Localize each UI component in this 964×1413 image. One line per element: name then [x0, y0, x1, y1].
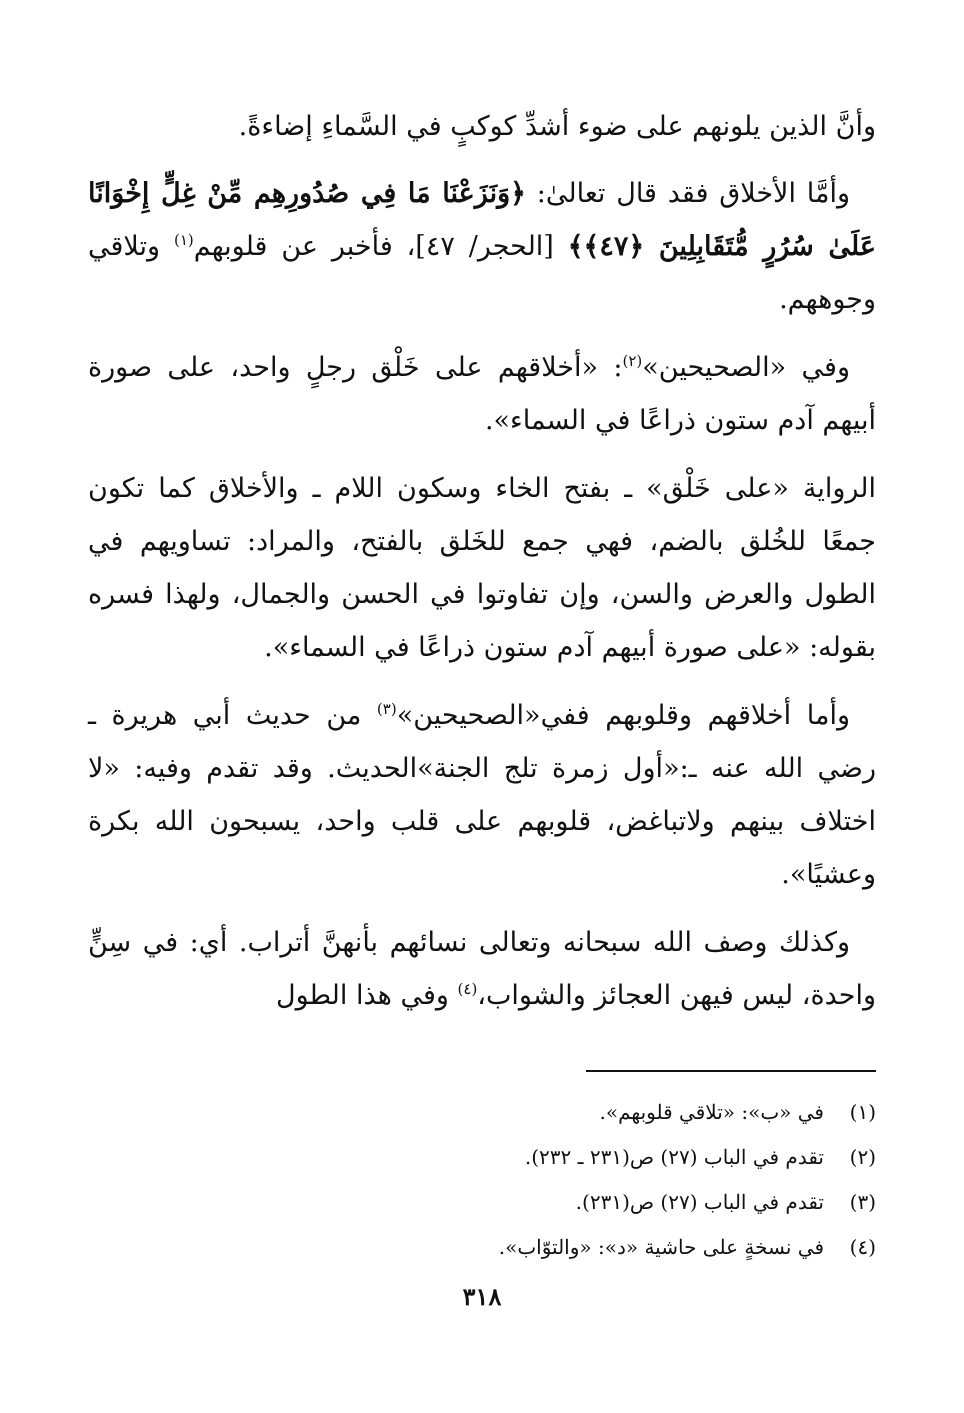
paragraph-3-tail: : «أخلاقهم على خَلْق رجلٍ واحد، على صورة أبيهم آدم ستون ذراعًا في السماء».: [88, 352, 876, 436]
quran-verse: ﴿وَنَزَعْنَا مَا فِي صُدُورِهِم مِّنْ غِلٍّ إِخْوَانًا عَلَىٰ سُرُرٍ مُّتَقَابِلِينَ ﴿٤٧﴾﴾: [88, 178, 877, 262]
footnote-text: في «ب»: «تلاقي قلوبهم».: [599, 1100, 824, 1124]
footnotes-list: [88, 1090, 876, 1270]
paragraph-1: [88, 100, 876, 153]
paragraph-2: [88, 167, 876, 326]
footnote-divider: [586, 1070, 876, 1072]
paragraph-5-lead: وأما أخلاقهم وقلوبهم ففي«الصحيحين»: [396, 700, 850, 731]
footnote-item: [88, 1090, 876, 1135]
verse-reference: [الحجر/ ٤٧]، فأخبر عن قلوبهم: [193, 231, 568, 262]
footnote-text: تقدم في الباب (٢٧) ص(٢٣١ ـ ٢٣٢).: [524, 1145, 824, 1169]
footnote-marker-2: (٢): [622, 352, 643, 370]
paragraph-4: [88, 462, 876, 674]
footnote-item: [88, 1180, 876, 1225]
footnote-item: [88, 1225, 876, 1270]
paragraph-2-tail: وتلاقي وجوههم.: [88, 231, 876, 315]
paragraph-6-lead: وكذلك وصف الله سبحانه وتعالى نسائهم بأنهنَّ أتراب. أي: في سِنٍّ واحدة، ليس فيهن العجائز والشواب،: [88, 927, 876, 1011]
footnote-item: [88, 1135, 876, 1180]
book-page: [88, 100, 876, 1330]
paragraph-3: [88, 341, 876, 447]
paragraph-4-text: الرواية «على خَلْق» ـ بفتح الخاء وسكون اللام ـ والأخلاق كما تكون جمعًا للخُلق بالضم، فهي جمع للخَلق بالفتح، والمراد: تساويهم في الطول والعرض والسن، وإن تفاوتوا في الحسن والجمال، ولهذا فسره بقوله: «على صورة أبيهم آدم ستون ذراعًا في السماء».: [88, 473, 876, 663]
footnote-text: تقدم في الباب (٢٧) ص(٢٣١).: [575, 1190, 824, 1214]
footnote-marker-4: (٤): [457, 980, 478, 998]
footnote-number: (٣): [849, 1190, 876, 1214]
footnote-number: (٤): [849, 1235, 876, 1259]
page-number: ٣١٨: [462, 1282, 502, 1311]
paragraph-5-tail: من حديث أبي هريرة ـ رضي الله عنه ـ:«أول زمرة تلج الجنة»الحديث. وقد تقدم وفيه: «لا اختلاف بينهم ولاتباغض، قلوبهم على قلب واحد، يسبحون الله بكرة وعشيًا».: [88, 700, 876, 890]
paragraph-5: [88, 689, 876, 901]
footnote-number: (١): [849, 1100, 876, 1124]
paragraph-2-lead: وأمَّا الأخلاق فقد قال تعالىٰ:: [525, 178, 851, 209]
paragraph-1-text: وأنَّ الذين يلونهم على ضوء أشدِّ كوكبٍ في السَّماءِ إضاءةً.: [238, 111, 876, 142]
paragraph-3-lead: وفي «الصحيحين»: [642, 352, 850, 383]
paragraph-6: [88, 916, 876, 1022]
footnote-text: في نسخةٍ على حاشية «د»: «والتوّاب».: [498, 1235, 824, 1259]
paragraph-6-tail: وفي هذا الطول: [275, 980, 458, 1011]
footnote-marker-3: (٣): [376, 700, 397, 718]
footnote-marker-1: (١): [173, 231, 194, 249]
footnote-number: (٢): [849, 1145, 876, 1169]
